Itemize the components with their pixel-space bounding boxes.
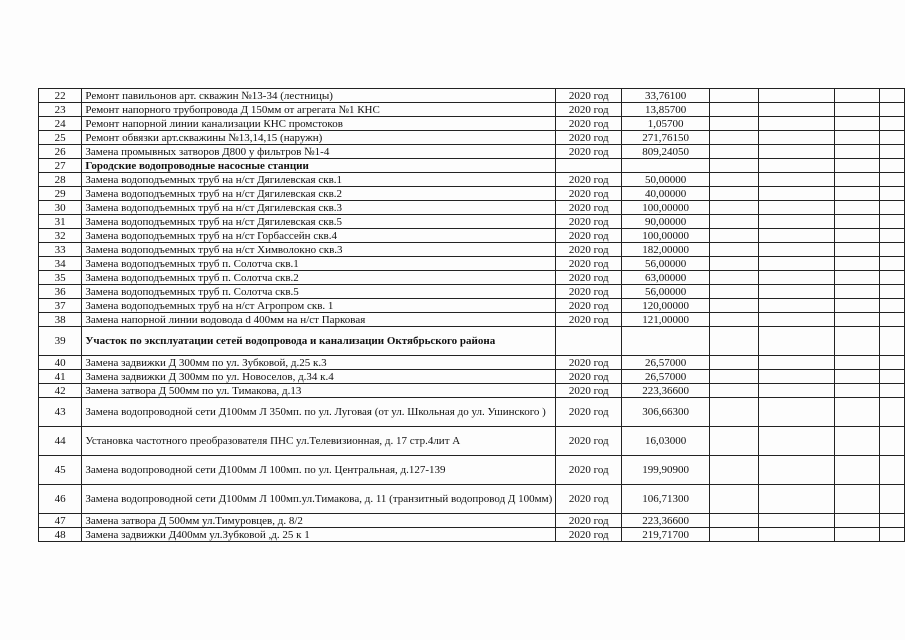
work-year: 2020 год [556,201,622,215]
table-row [39,398,905,427]
empty-cell-1 [709,356,758,370]
work-cost: 26,57000 [622,370,710,384]
work-description: Замена водоподъемных труб на н/ст Химволокно скв.3 [82,243,556,257]
empty-cell-2 [758,187,834,201]
empty-cell-3 [834,514,880,528]
empty-cell-2 [758,427,834,456]
table-row [39,117,905,131]
empty-cell-4 [880,131,905,145]
work-year: 2020 год [556,514,622,528]
empty-cell-4 [880,215,905,229]
empty-cell-3 [834,201,880,215]
empty-cell-2 [758,271,834,285]
empty-cell-4 [880,456,905,485]
work-year: 2020 год [556,187,622,201]
empty-cell-1 [709,159,758,173]
work-year: 2020 год [556,257,622,271]
row-number: 25 [39,131,82,145]
empty-cell-2 [758,243,834,257]
work-year: 2020 год [556,145,622,159]
empty-cell-4 [880,187,905,201]
empty-cell-1 [709,528,758,542]
work-description: Замена водоподъемных труб п. Солотча скв.5 [82,285,556,299]
table-row [39,485,905,514]
empty-cell-3 [834,485,880,514]
work-cost: 306,66300 [622,398,710,427]
empty-cell-4 [880,427,905,456]
empty-cell-2 [758,313,834,327]
work-year: 2020 год [556,398,622,427]
empty-cell-3 [834,285,880,299]
work-year: 2020 год [556,356,622,370]
empty-cell-2 [758,201,834,215]
empty-cell-1 [709,89,758,103]
empty-cell-3 [834,215,880,229]
empty-cell-3 [834,229,880,243]
row-number: 46 [39,485,82,514]
table-row [39,173,905,187]
work-description: Ремонт напорной линии канализации КНС промстоков [82,117,556,131]
empty-cell-4 [880,159,905,173]
row-number: 41 [39,370,82,384]
work-cost: 63,00000 [622,271,710,285]
empty-cell-3 [834,356,880,370]
work-year: 2020 год [556,427,622,456]
row-number: 38 [39,313,82,327]
row-number: 48 [39,528,82,542]
row-number: 43 [39,398,82,427]
table-row [39,243,905,257]
empty-cell-4 [880,370,905,384]
work-cost: 219,71700 [622,528,710,542]
empty-cell-2 [758,370,834,384]
empty-cell-1 [709,103,758,117]
empty-cell-2 [758,299,834,313]
empty-cell-4 [880,356,905,370]
row-number: 33 [39,243,82,257]
table-row [39,229,905,243]
work-description: Замена водоподъемных труб на н/ст Дягилевская скв.2 [82,187,556,201]
empty-cell-1 [709,327,758,356]
empty-cell-2 [758,145,834,159]
table-row [39,514,905,528]
work-year: 2020 год [556,243,622,257]
row-number: 39 [39,327,82,356]
work-year: 2020 год [556,299,622,313]
empty-cell-3 [834,327,880,356]
work-cost: 40,00000 [622,187,710,201]
row-number: 26 [39,145,82,159]
empty-cell-4 [880,117,905,131]
empty-cell-1 [709,117,758,131]
empty-cell-2 [758,215,834,229]
row-number: 45 [39,456,82,485]
work-cost: 223,36600 [622,514,710,528]
empty-cell-3 [834,370,880,384]
work-year: 2020 год [556,485,622,514]
empty-cell-4 [880,173,905,187]
empty-cell-2 [758,528,834,542]
table-row [39,384,905,398]
empty-cell-2 [758,117,834,131]
work-year: 2020 год [556,215,622,229]
empty-cell-3 [834,313,880,327]
empty-cell-2 [758,229,834,243]
table-row [39,89,905,103]
empty-cell-3 [834,398,880,427]
table-row [39,257,905,271]
empty-cell-2 [758,456,834,485]
empty-cell-1 [709,456,758,485]
row-number: 47 [39,514,82,528]
table-row [39,528,905,542]
row-number: 29 [39,187,82,201]
row-number: 32 [39,229,82,243]
row-number: 27 [39,159,82,173]
table-row [39,299,905,313]
empty-cell-1 [709,229,758,243]
empty-cell-1 [709,257,758,271]
work-year: 2020 год [556,117,622,131]
empty-cell-1 [709,299,758,313]
work-year: 2020 год [556,528,622,542]
work-description: Замена водопроводной сети Д100мм Л 100мп.ул.Тимакова, д. 11 (транзитный водопровод Д 100мм) [82,485,556,514]
empty-cell-1 [709,313,758,327]
empty-cell-4 [880,398,905,427]
empty-cell-3 [834,173,880,187]
work-description: Замена водоподъемных труб п. Солотча скв.1 [82,257,556,271]
work-cost: 13,85700 [622,103,710,117]
empty-cell-1 [709,131,758,145]
work-cost [622,159,710,173]
table-row [39,313,905,327]
work-description: Ремонт обвязки арт.скважины №13,14,15 (наружн) [82,131,556,145]
work-description: Замена задвижки Д400мм ул.Зубковой ,д. 25 к 1 [82,528,556,542]
empty-cell-3 [834,131,880,145]
row-number: 28 [39,173,82,187]
table-row [39,145,905,159]
empty-cell-2 [758,398,834,427]
work-description: Замена затвора Д 500мм ул.Тимуровцев, д. 8/2 [82,514,556,528]
table-row [39,427,905,456]
row-number: 40 [39,356,82,370]
empty-cell-1 [709,215,758,229]
work-year: 2020 год [556,131,622,145]
work-description: Участок по эксплуатации сетей водопровода и канализации Октябрьского района [82,327,556,356]
table-row [39,187,905,201]
work-description: Замена задвижки Д 300мм по ул. Новоселов, д.34 к.4 [82,370,556,384]
works-table [38,88,905,542]
empty-cell-1 [709,285,758,299]
row-number: 35 [39,271,82,285]
work-cost: 33,76100 [622,89,710,103]
empty-cell-3 [834,145,880,159]
empty-cell-1 [709,427,758,456]
work-cost: 120,00000 [622,299,710,313]
empty-cell-2 [758,89,834,103]
empty-cell-4 [880,229,905,243]
row-number: 23 [39,103,82,117]
work-cost: 50,00000 [622,173,710,187]
work-cost: 100,00000 [622,229,710,243]
row-number: 36 [39,285,82,299]
empty-cell-1 [709,398,758,427]
empty-cell-2 [758,485,834,514]
work-cost: 809,24050 [622,145,710,159]
empty-cell-4 [880,384,905,398]
empty-cell-2 [758,131,834,145]
empty-cell-4 [880,201,905,215]
table-row [39,285,905,299]
work-description: Замена напорной линии водовода d 400мм на н/ст Парковая [82,313,556,327]
empty-cell-3 [834,103,880,117]
empty-cell-3 [834,528,880,542]
empty-cell-2 [758,327,834,356]
row-number: 37 [39,299,82,313]
empty-cell-2 [758,173,834,187]
empty-cell-2 [758,159,834,173]
empty-cell-4 [880,243,905,257]
empty-cell-3 [834,384,880,398]
work-cost: 16,03000 [622,427,710,456]
work-cost: 182,00000 [622,243,710,257]
section-row [39,159,905,173]
empty-cell-3 [834,159,880,173]
empty-cell-4 [880,528,905,542]
work-year [556,327,622,356]
row-number: 42 [39,384,82,398]
row-number: 34 [39,257,82,271]
empty-cell-4 [880,271,905,285]
empty-cell-3 [834,456,880,485]
empty-cell-1 [709,514,758,528]
section-row [39,327,905,356]
work-cost: 199,90900 [622,456,710,485]
empty-cell-4 [880,257,905,271]
work-description: Замена затвора Д 500мм по ул. Тимакова, д.13 [82,384,556,398]
work-cost: 121,00000 [622,313,710,327]
work-description: Ремонт павильонов арт. скважин №13-34 (лестницы) [82,89,556,103]
work-description: Замена водоподъемных труб на н/ст Дягилевская скв.5 [82,215,556,229]
work-cost: 56,00000 [622,257,710,271]
row-number: 24 [39,117,82,131]
empty-cell-1 [709,187,758,201]
table-row [39,131,905,145]
table-row [39,356,905,370]
work-year [556,159,622,173]
work-cost: 90,00000 [622,215,710,229]
work-cost [622,327,710,356]
empty-cell-2 [758,514,834,528]
empty-cell-1 [709,271,758,285]
empty-cell-3 [834,271,880,285]
empty-cell-4 [880,285,905,299]
empty-cell-2 [758,103,834,117]
table-row [39,103,905,117]
empty-cell-1 [709,243,758,257]
empty-cell-3 [834,187,880,201]
work-year: 2020 год [556,173,622,187]
empty-cell-3 [834,427,880,456]
empty-cell-2 [758,356,834,370]
empty-cell-4 [880,103,905,117]
empty-cell-1 [709,370,758,384]
row-number: 44 [39,427,82,456]
empty-cell-4 [880,313,905,327]
work-description: Замена задвижки Д 300мм по ул. Зубковой, д.25 к.3 [82,356,556,370]
work-description: Установка частотного преобразователя ПНС ул.Телевизионная, д. 17 стр.4лит А [82,427,556,456]
empty-cell-1 [709,173,758,187]
work-description: Ремонт напорного трубопровода Д 150мм от агрегата №1 КНС [82,103,556,117]
table-row [39,271,905,285]
empty-cell-1 [709,384,758,398]
work-description: Замена водоподъемных труб на н/ст Дягилевская скв.1 [82,173,556,187]
row-number: 22 [39,89,82,103]
empty-cell-1 [709,201,758,215]
work-cost: 271,76150 [622,131,710,145]
empty-cell-4 [880,514,905,528]
work-cost: 100,00000 [622,201,710,215]
work-year: 2020 год [556,384,622,398]
empty-cell-3 [834,257,880,271]
table-row [39,456,905,485]
work-description: Замена водоподъемных труб п. Солотча скв.2 [82,271,556,285]
work-year: 2020 год [556,456,622,485]
empty-cell-2 [758,384,834,398]
work-description: Замена промывных затворов Д800 у фильтров №1-4 [82,145,556,159]
work-year: 2020 год [556,285,622,299]
row-number: 30 [39,201,82,215]
work-description: Замена водоподъемных труб на н/ст Дягилевская скв.3 [82,201,556,215]
row-number: 31 [39,215,82,229]
empty-cell-1 [709,145,758,159]
work-year: 2020 год [556,229,622,243]
work-year: 2020 год [556,271,622,285]
work-description: Городские водопроводные насосные станции [82,159,556,173]
work-year: 2020 год [556,103,622,117]
table-row [39,370,905,384]
table-row [39,201,905,215]
work-year: 2020 год [556,370,622,384]
work-description: Замена водопроводной сети Д100мм Л 350мп. по ул. Луговая (от ул. Школьная до ул. Ушинского ) [82,398,556,427]
work-year: 2020 год [556,313,622,327]
work-description: Замена водопроводной сети Д100мм Л 100мп. по ул. Центральная, д.127-139 [82,456,556,485]
work-year: 2020 год [556,89,622,103]
work-cost: 1,05700 [622,117,710,131]
work-cost: 223,36600 [622,384,710,398]
empty-cell-4 [880,327,905,356]
empty-cell-2 [758,285,834,299]
table-row [39,215,905,229]
empty-cell-4 [880,485,905,514]
empty-cell-2 [758,257,834,271]
empty-cell-3 [834,299,880,313]
work-cost: 56,00000 [622,285,710,299]
empty-cell-4 [880,145,905,159]
empty-cell-3 [834,89,880,103]
empty-cell-1 [709,485,758,514]
work-description: Замена водоподъемных труб на н/ст Горбассейн скв.4 [82,229,556,243]
empty-cell-3 [834,243,880,257]
work-description: Замена водоподъемных труб на н/ст Агропром скв. 1 [82,299,556,313]
empty-cell-4 [880,89,905,103]
empty-cell-3 [834,117,880,131]
work-cost: 106,71300 [622,485,710,514]
work-cost: 26,57000 [622,356,710,370]
empty-cell-4 [880,299,905,313]
